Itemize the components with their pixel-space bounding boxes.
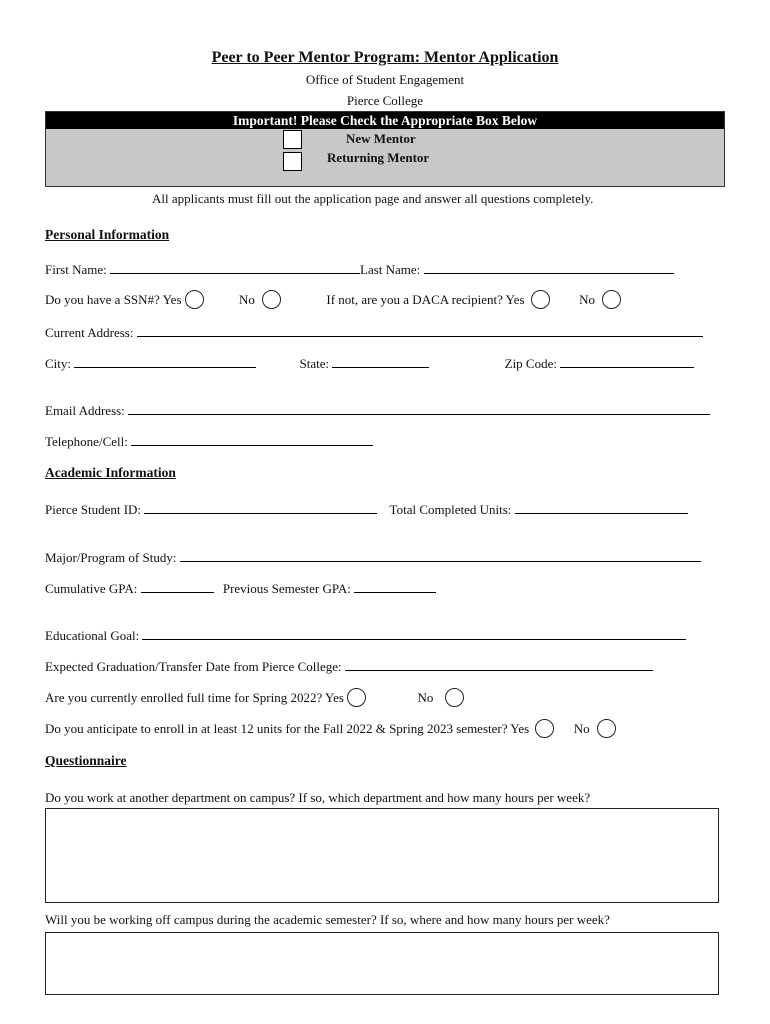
major-field[interactable] — [180, 550, 701, 562]
last-name-label: Last Name: — [360, 262, 421, 277]
daca-yes-radio[interactable] — [531, 290, 550, 309]
gpa-row — [45, 581, 436, 597]
zip-label: Zip Code: — [504, 356, 557, 371]
educational-goal-field[interactable] — [142, 628, 686, 640]
cumulative-gpa-label: Cumulative GPA: — [45, 581, 138, 596]
previous-gpa-field[interactable] — [354, 581, 436, 593]
city-field[interactable] — [74, 356, 256, 368]
new-mentor-checkbox[interactable] — [283, 130, 302, 149]
telephone-row — [45, 434, 373, 450]
anticipate-row — [45, 719, 616, 738]
student-id-field[interactable] — [144, 502, 377, 514]
new-mentor-label: New Mentor — [346, 131, 416, 146]
city-row — [45, 356, 694, 372]
ssn-no-radio[interactable] — [262, 290, 281, 309]
units-field[interactable] — [515, 502, 688, 514]
questionnaire-section-title: Questionnaire — [45, 753, 127, 768]
first-name-field[interactable] — [110, 262, 360, 274]
returning-mentor-label: Returning Mentor — [327, 150, 430, 165]
daca-question: If not, are you a DACA recipient? Yes — [326, 292, 525, 307]
anticipate-yes-radio[interactable] — [535, 719, 554, 738]
major-row — [45, 550, 701, 566]
address-row — [45, 325, 703, 341]
daca-no-label: No — [579, 292, 595, 307]
zip-field[interactable] — [560, 356, 694, 368]
state-field[interactable] — [332, 356, 429, 368]
current-address-field[interactable] — [137, 325, 703, 337]
grad-date-row — [45, 659, 653, 675]
academic-section-title: Academic Information — [45, 465, 176, 480]
daca-no-radio[interactable] — [602, 290, 621, 309]
ssn-yes-radio[interactable] — [185, 290, 204, 309]
ssn-row — [45, 290, 621, 309]
full-time-row — [45, 688, 464, 707]
ssn-question: Do you have a SSN#? Yes — [45, 292, 182, 307]
email-field[interactable] — [128, 403, 710, 415]
full-time-no-radio[interactable] — [445, 688, 464, 707]
telephone-field[interactable] — [131, 434, 373, 446]
grad-date-field[interactable] — [345, 659, 653, 671]
college-name: Pierce College — [346, 93, 424, 108]
anticipate-no-radio[interactable] — [597, 719, 616, 738]
office-name: Office of Student Engagement — [305, 72, 465, 87]
banner-heading: Important! Please Check the Appropriate Box Below — [46, 112, 724, 129]
personal-section-title: Personal Information — [45, 227, 170, 242]
first-name-label: First Name: — [45, 262, 107, 277]
cumulative-gpa-field[interactable] — [141, 581, 214, 593]
anticipate-no-label: No — [573, 721, 590, 736]
email-row — [45, 403, 710, 419]
current-address-label: Current Address: — [45, 325, 134, 340]
units-label: Total Completed Units: — [389, 502, 512, 517]
form-title: Peer to Peer Mentor Program: Mentor Application — [211, 49, 559, 66]
anticipate-question: Do you anticipate to enroll in at least 12 units for the Fall 2022 & Spring 2023 semester? Yes — [45, 721, 530, 736]
last-name-field[interactable] — [424, 262, 674, 274]
full-time-question: Are you currently enrolled full time for Spring 2022? Yes — [45, 690, 344, 705]
major-label: Major/Program of Study: — [45, 550, 177, 565]
city-label: City: — [45, 356, 72, 371]
previous-gpa-label: Previous Semester GPA: — [222, 581, 351, 596]
returning-mentor-checkbox[interactable] — [283, 152, 302, 171]
state-label: State: — [299, 356, 330, 371]
question-2: Will you be working off campus during the academic semester? If so, where and how many hours per week? — [45, 912, 610, 927]
email-label: Email Address: — [45, 403, 125, 418]
full-time-no-label: No — [417, 690, 434, 705]
grad-date-label: Expected Graduation/Transfer Date from Pierce College: — [45, 659, 342, 674]
student-id-row — [45, 502, 688, 518]
full-time-yes-radio[interactable] — [347, 688, 366, 707]
question-1: Do you work at another department on campus? If so, which department and how many hours per week? — [45, 790, 591, 805]
student-id-label: Pierce Student ID: — [45, 502, 142, 517]
educational-goal-label: Educational Goal: — [45, 628, 140, 643]
telephone-label: Telephone/Cell: — [45, 434, 128, 449]
name-row — [45, 262, 674, 278]
question-2-answer-box[interactable] — [45, 932, 719, 995]
goal-row — [45, 628, 686, 644]
instructions: All applicants must fill out the application page and answer all questions completely. — [152, 191, 594, 206]
mentor-type-banner — [45, 111, 725, 187]
ssn-no-label: No — [239, 292, 255, 307]
question-1-answer-box[interactable] — [45, 808, 719, 903]
